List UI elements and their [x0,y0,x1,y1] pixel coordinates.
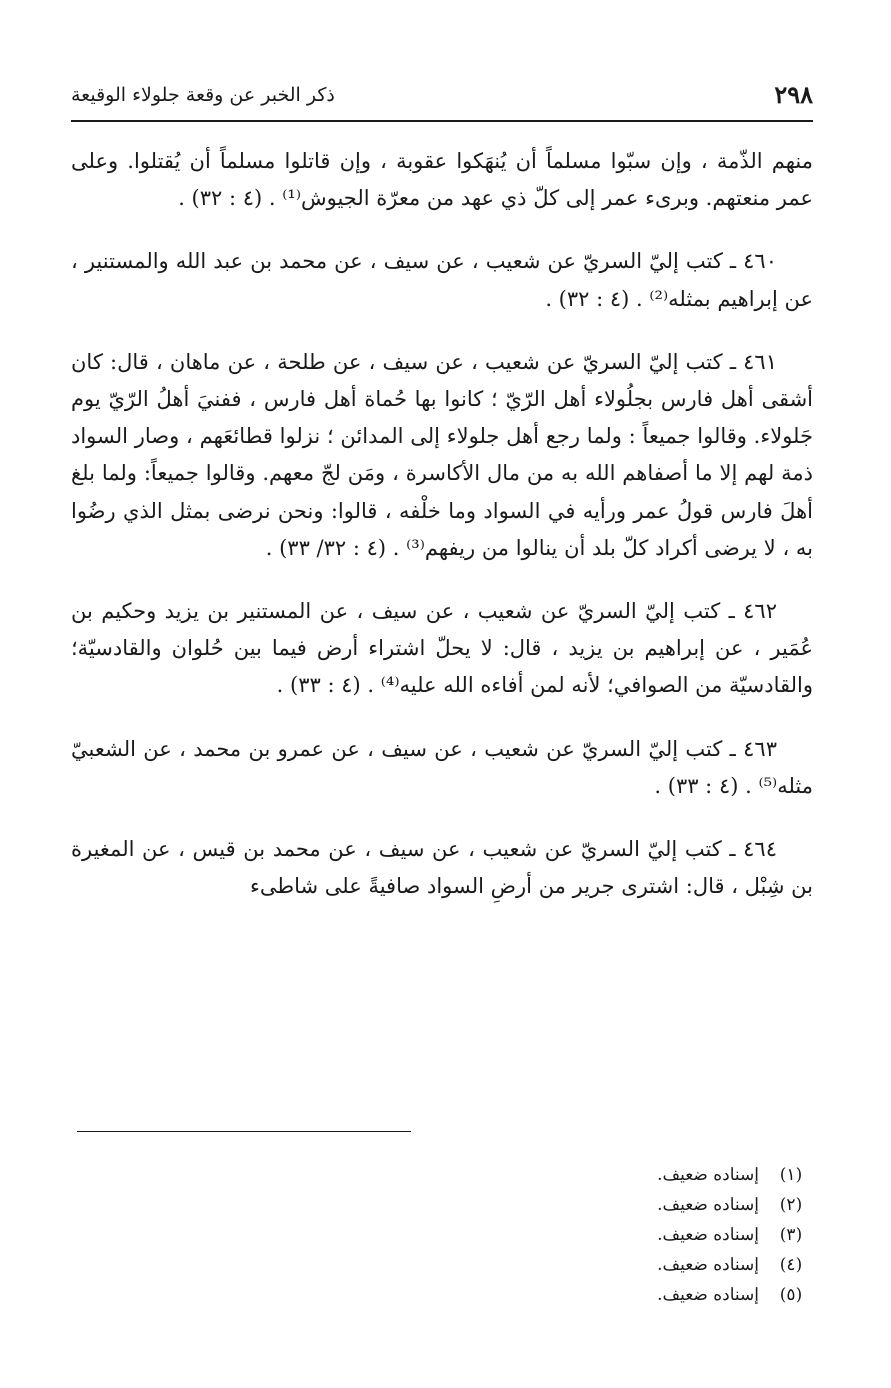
footnote [71,1160,813,1190]
footnote [71,1250,813,1280]
running-title: ذكر الخبر عن وقعة جلولاء الوقيعة [71,84,335,106]
footnote-text: إسناده ضعيف. [657,1225,759,1245]
paragraph-460: ٤٦٠ ـ كتب إليّ السريّ عن شعيب ، عن سيف ، عن محمد بن عبد الله والمستنير ، عن إبراهيم بمثله⁽²⁾ . (٤ : ٣٢) . [71,249,813,311]
footnote-number: (٤) [779,1255,803,1275]
footnote-rule [77,1131,411,1132]
header-rule [71,120,813,122]
footnote-number: (٣) [779,1225,803,1245]
footnote [71,1280,813,1310]
paragraph-461: ٤٦١ ـ كتب إليّ السريّ عن شعيب ، عن سيف ، عن طلحة ، عن ماهان ، قال: كان أشقى أهل فارس بجلُولاء أهل الرّيّ ؛ كانوا بها حُماة أهل فارس ، ففنيَ أهلُ الرّيّ يوم جَلولاء. وقالوا جميعاً : ولما رجع أهل جلولاء إلى المدائن ؛ نزلوا قطائعَهم ، وصار السواد ذمة لهم إلا ما أصفاهم الله به من مال الأكاسرة ، ومَن لجّ معهم. وقالوا جميعاً: ولما بلغ أهلَ فارس قولُ عمر ورأيه في السواد وما خلْفه ، قالوا: ونحن نرضى بمثل الذي رضُوا به ، لا يرضى أكراد كلّ بلد أن ينالوا من ريفهم⁽³⁾ . (٤ : ٣٢/ ٣٣) . [71,349,813,560]
page-number: ٢٩٨ [774,80,813,109]
footnote [71,1190,813,1220]
paragraph-464: ٤٦٤ ـ كتب إليّ السريّ عن شعيب ، عن سيف ، عن محمد بن قيس ، عن المغيرة بن شِبْل ، قال: اشترى جرير من أرضِ السواد صافيةً على شاطىء [71,837,813,899]
paragraph-463: ٤٦٣ ـ كتب إليّ السريّ عن شعيب ، عن سيف ، عن عمرو بن محمد ، عن الشعبيّ مثله⁽⁵⁾ . (٤ : ٣٣) . [71,736,813,798]
running-header [71,80,813,120]
main-text [71,143,813,905]
footnote-number: (٢) [779,1195,803,1215]
footnote-number: (١) [779,1165,803,1185]
footnote [71,1220,813,1250]
footnote-text: إسناده ضعيف. [657,1285,759,1305]
footnote-text: إسناده ضعيف. [657,1255,759,1275]
paragraph-continuation: منهم الذّمة ، وإن سبّوا مسلماً أن يُنهَكوا عقوبة ، وإن قاتلوا مسلماً أن يُقتلوا. وعلى عمر منعتهم. وبرىء عمر إلى كلّ ذي عهد من معرّة الجيوش⁽¹⁾ . (٤ : ٣٢) . [71,149,813,211]
paragraph-462: ٤٦٢ ـ كتب إليّ السريّ عن شعيب ، عن سيف ، عن المستنير بن يزيد وحكيم بن عُمَير ، عن إبراهيم بن يزيد ، قال: لا يحلّ اشتراء أرض فيما بين حُلوان والقادسيّة؛ والقادسيّة من الصوافي؛ لأنه لمن أفاءه الله عليه⁽⁴⁾ . (٤ : ٣٣) . [71,599,813,698]
footnote-text: إسناده ضعيف. [657,1195,759,1215]
footnote-text: إسناده ضعيف. [657,1165,759,1185]
footnotes [71,1160,813,1310]
footnote-number: (٥) [779,1285,803,1305]
